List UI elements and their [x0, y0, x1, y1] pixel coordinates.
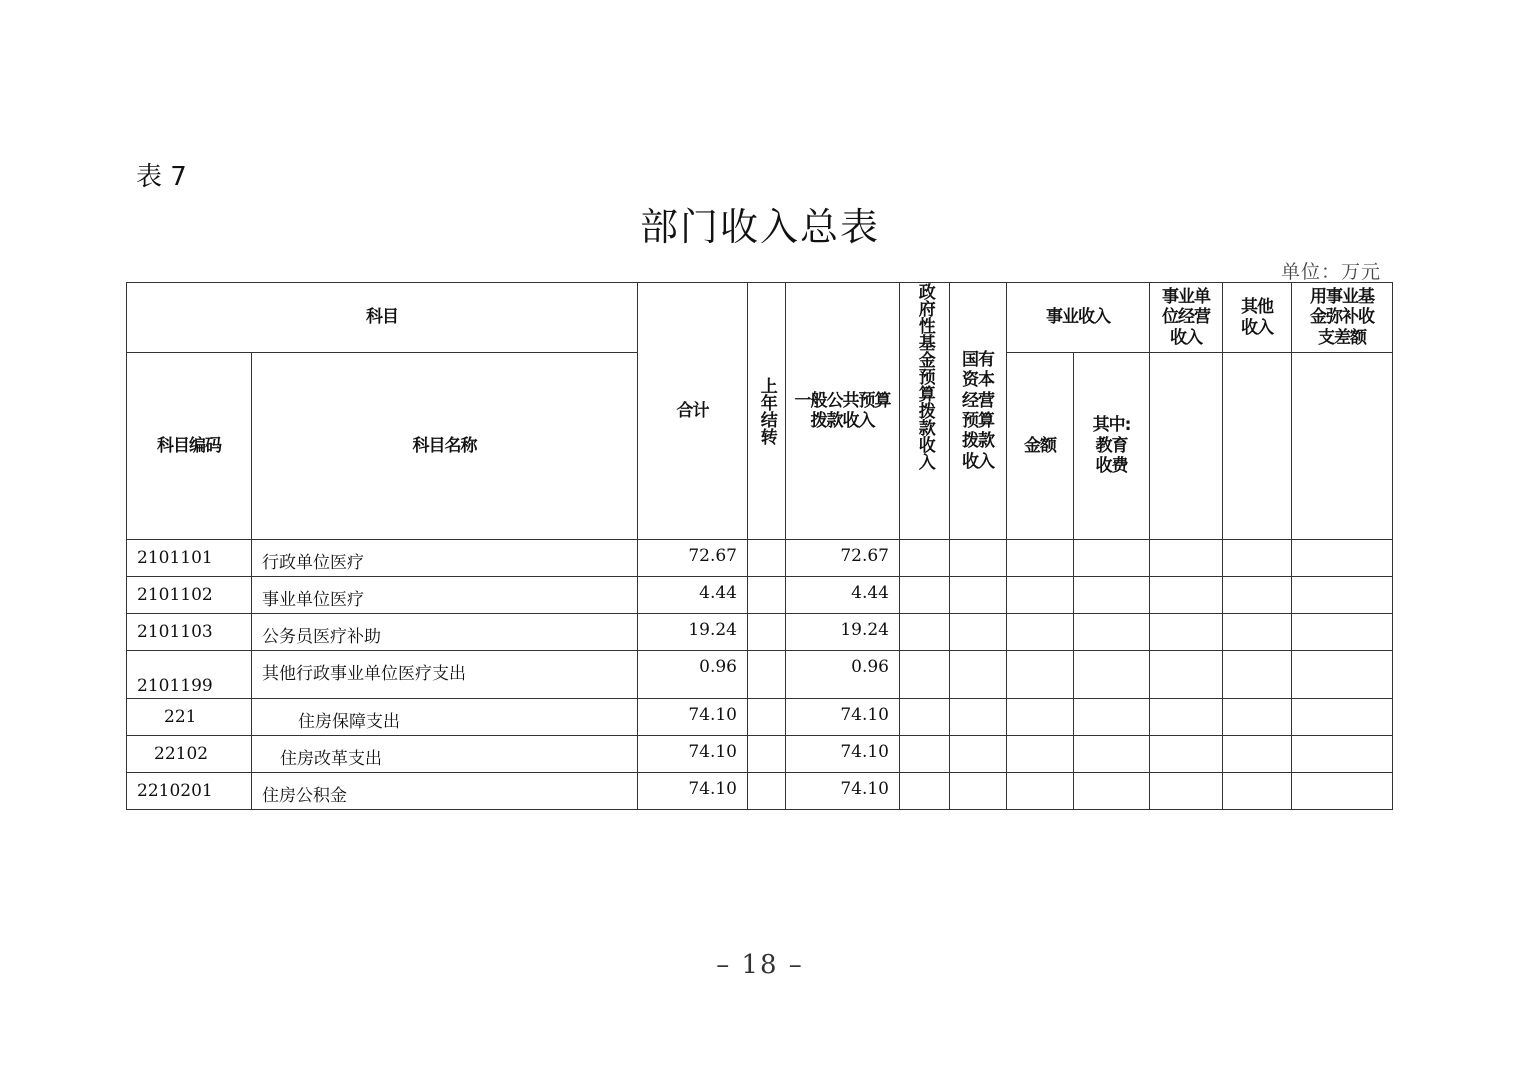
cell-empty	[1292, 736, 1393, 773]
cell-general-budget: 19.24	[786, 614, 900, 651]
cell-total: 74.10	[638, 773, 748, 810]
cell-empty	[1074, 577, 1150, 614]
cell-empty	[1292, 540, 1393, 577]
cell-empty	[1074, 540, 1150, 577]
cell-name: 事业单位医疗	[252, 577, 638, 614]
header-gov-fund-text: 政府性基金预算拨款收入	[914, 283, 935, 470]
cell-empty	[1223, 614, 1292, 651]
cell-empty	[1007, 577, 1074, 614]
cell-empty	[950, 577, 1007, 614]
cell-general-budget: 74.10	[786, 773, 900, 810]
cell-total: 74.10	[638, 736, 748, 773]
cell-code: 2101102	[127, 577, 252, 614]
header-row-1	[127, 283, 1393, 353]
page-number: – 18 –	[716, 950, 804, 980]
header-total: 合计	[638, 283, 748, 540]
income-table	[126, 282, 1393, 810]
cell-general-budget: 74.10	[786, 736, 900, 773]
cell-total: 0.96	[638, 651, 748, 699]
cell-total: 4.44	[638, 577, 748, 614]
cell-carryover	[748, 736, 786, 773]
cell-empty	[1292, 614, 1393, 651]
cell-code: 2101199	[127, 651, 252, 699]
cell-empty	[1292, 577, 1393, 614]
cell-carryover	[748, 540, 786, 577]
cell-code: 22102	[127, 736, 252, 773]
cell-carryover	[748, 577, 786, 614]
cell-empty	[900, 699, 950, 736]
cell-empty	[900, 736, 950, 773]
header-blank	[1292, 353, 1393, 540]
table-number: 表 7	[136, 162, 187, 192]
header-amount: 金额	[1007, 353, 1074, 540]
cell-empty	[1150, 699, 1223, 736]
header-carryover-text: 上年结转	[756, 377, 777, 445]
cell-empty	[1007, 736, 1074, 773]
cell-empty	[1074, 699, 1150, 736]
table-row	[127, 736, 1393, 773]
cell-empty	[1074, 736, 1150, 773]
cell-empty	[900, 540, 950, 577]
cell-carryover	[748, 773, 786, 810]
header-business-income: 事业收入	[1007, 283, 1150, 353]
cell-empty	[1223, 736, 1292, 773]
cell-empty	[900, 577, 950, 614]
header-other-income: 其他收入	[1223, 283, 1292, 353]
cell-general-budget: 74.10	[786, 699, 900, 736]
cell-name: 其他行政事业单位医疗支出	[252, 651, 638, 699]
header-gov-fund	[900, 283, 950, 540]
cell-empty	[900, 614, 950, 651]
cell-empty	[950, 773, 1007, 810]
cell-code: 2101103	[127, 614, 252, 651]
cell-empty	[950, 736, 1007, 773]
table-row	[127, 773, 1393, 810]
cell-code: 2101101	[127, 540, 252, 577]
table-row	[127, 614, 1393, 651]
header-state-capital: 国有资本经营预算拨款收入	[950, 283, 1007, 540]
cell-empty	[1223, 773, 1292, 810]
cell-carryover	[748, 614, 786, 651]
cell-total: 74.10	[638, 699, 748, 736]
page-title: 部门收入总表	[639, 205, 880, 249]
cell-empty	[900, 651, 950, 699]
cell-empty	[1223, 540, 1292, 577]
cell-empty	[950, 651, 1007, 699]
cell-carryover	[748, 699, 786, 736]
cell-empty	[1150, 540, 1223, 577]
cell-empty	[1223, 651, 1292, 699]
cell-general-budget: 4.44	[786, 577, 900, 614]
cell-empty	[1074, 614, 1150, 651]
cell-empty	[1150, 614, 1223, 651]
header-of-which-education: 其中:教育收费	[1074, 353, 1150, 540]
header-subject: 科目	[127, 283, 638, 353]
cell-empty	[1074, 651, 1150, 699]
cell-empty	[900, 773, 950, 810]
cell-name: 行政单位医疗	[252, 540, 638, 577]
cell-empty	[1292, 651, 1393, 699]
cell-empty	[1150, 736, 1223, 773]
table-row	[127, 540, 1393, 577]
header-blank	[1223, 353, 1292, 540]
cell-code: 221	[127, 699, 252, 736]
cell-empty	[1150, 651, 1223, 699]
cell-empty	[1292, 699, 1393, 736]
header-fund-balance: 用事业基金弥补收支差额	[1292, 283, 1393, 353]
cell-empty	[1007, 614, 1074, 651]
table-row	[127, 651, 1393, 699]
cell-total: 72.67	[638, 540, 748, 577]
cell-empty	[1150, 577, 1223, 614]
cell-empty	[950, 540, 1007, 577]
cell-empty	[1074, 773, 1150, 810]
header-unit-operation: 事业单位经营收入	[1150, 283, 1223, 353]
header-carryover	[748, 283, 786, 540]
cell-general-budget: 0.96	[786, 651, 900, 699]
table-row	[127, 577, 1393, 614]
header-general-budget: 一般公共预算拨款收入	[786, 283, 900, 540]
cell-empty	[1007, 773, 1074, 810]
cell-general-budget: 72.67	[786, 540, 900, 577]
cell-name: 住房保障支出	[252, 699, 638, 736]
cell-empty	[1007, 699, 1074, 736]
header-name: 科目名称	[252, 353, 638, 540]
cell-empty	[1292, 773, 1393, 810]
cell-empty	[950, 699, 1007, 736]
cell-name: 公务员医疗补助	[252, 614, 638, 651]
cell-code: 2210201	[127, 773, 252, 810]
cell-empty	[1007, 651, 1074, 699]
cell-total: 19.24	[638, 614, 748, 651]
cell-empty	[1223, 577, 1292, 614]
cell-empty	[1007, 540, 1074, 577]
cell-empty	[1223, 699, 1292, 736]
header-blank	[1150, 353, 1223, 540]
cell-name: 住房改革支出	[252, 736, 638, 773]
unit-label: 单位：万元	[1280, 261, 1381, 283]
cell-empty	[1150, 773, 1223, 810]
header-code: 科目编码	[127, 353, 252, 540]
cell-empty	[950, 614, 1007, 651]
table-row	[127, 699, 1393, 736]
cell-name: 住房公积金	[252, 773, 638, 810]
cell-carryover	[748, 651, 786, 699]
